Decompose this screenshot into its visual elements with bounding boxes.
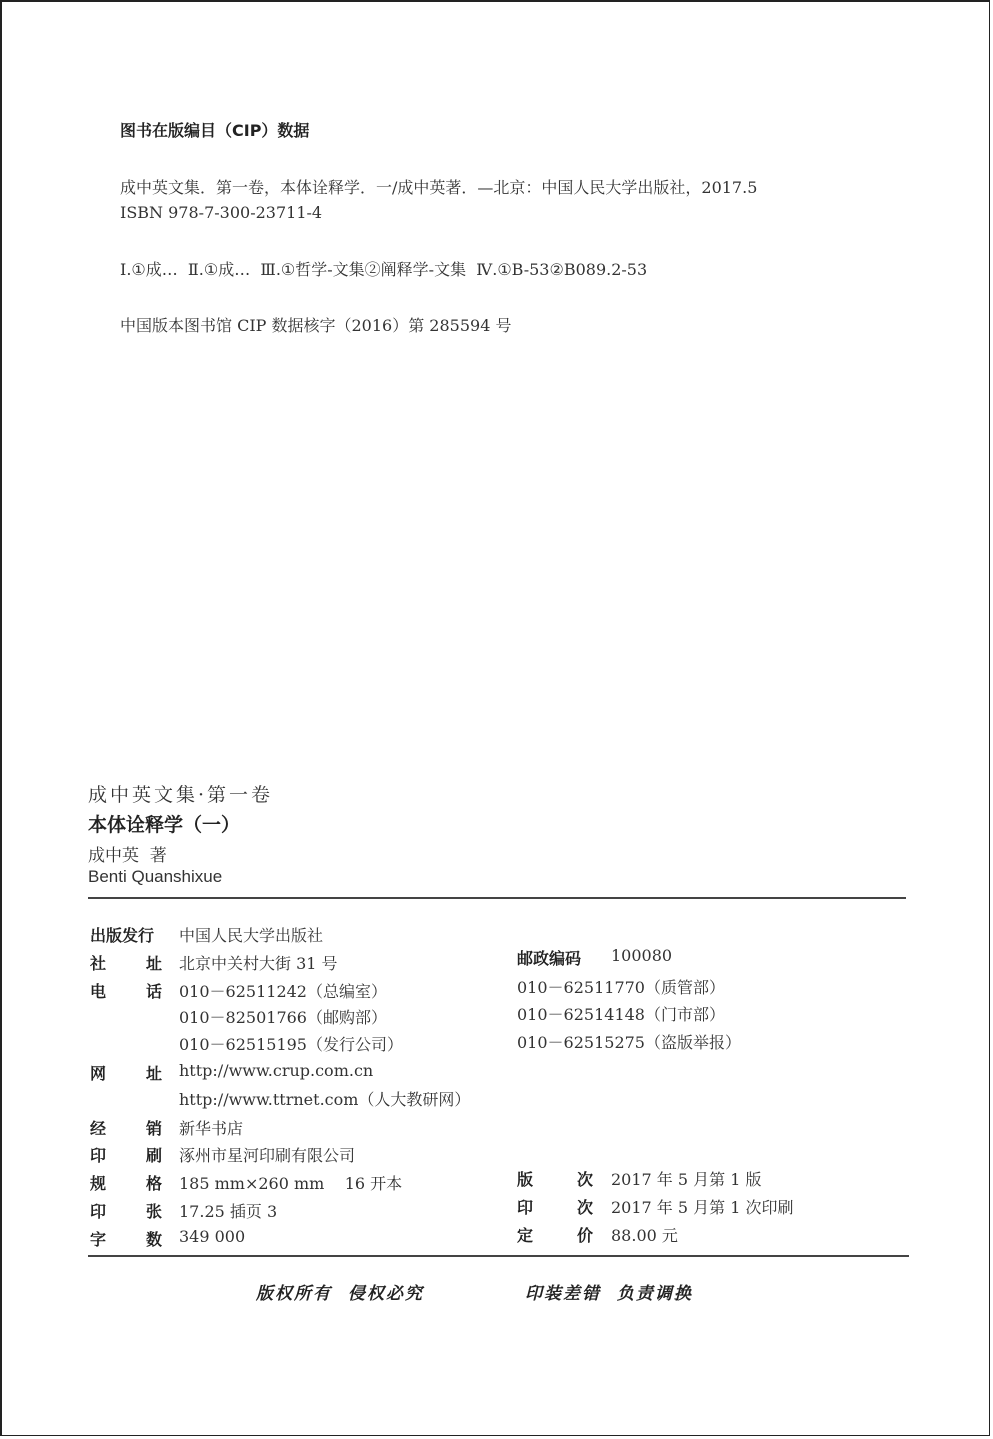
website-label: 网 址 — [90, 1064, 162, 1083]
publisher-label: 出版发行 — [90, 926, 155, 945]
phone-value: 010－62515275（盗版举报） — [517, 1033, 741, 1052]
series-title: 成中英文集·第一卷 — [88, 784, 274, 806]
sheets-value: 17.25 插页 3 — [179, 1202, 278, 1221]
cip-classification: Ⅰ.①成… Ⅱ.①成… Ⅲ.①哲学-文集②阐释学-文集 Ⅳ.①B-53②B089.2-53 — [120, 260, 648, 279]
phone-value: 010－82501766（邮购部） — [179, 1008, 387, 1027]
printer-value: 涿州市星河印刷有限公司 — [179, 1146, 356, 1165]
publisher-value: 中国人民大学出版社 — [179, 926, 324, 945]
pinyin-title: Benti Quanshixue — [88, 867, 223, 886]
postcode-value: 100080 — [611, 946, 673, 965]
phone-value: 010－62514148（门市部） — [517, 1005, 725, 1024]
phone-value: 010－62515195（发行公司） — [179, 1035, 403, 1054]
edition-value: 2017 年 5 月第 1 版 — [611, 1170, 762, 1189]
word-count-label: 字 数 — [90, 1230, 162, 1249]
distributor-label: 经 销 — [90, 1119, 162, 1138]
spec-value: 185 mm×260 mm 16 开本 — [179, 1174, 403, 1193]
cip-record-number: 中国版本图书馆 CIP 数据核字（2016）第 285594 号 — [120, 316, 512, 335]
word-count-value: 349 000 — [179, 1227, 246, 1246]
book-title: 本体诠释学（一） — [88, 814, 241, 836]
printer-label: 印 刷 — [90, 1146, 162, 1165]
author-line: 成中英 著 — [88, 846, 167, 866]
phone-value: 010－62511770（质管部） — [517, 978, 725, 997]
printing-value: 2017 年 5 月第 1 次印刷 — [611, 1198, 794, 1217]
cip-isbn: ISBN 978-7-300-23711-4 — [120, 203, 323, 222]
price-label: 定 价 — [517, 1226, 593, 1245]
top-divider — [88, 897, 906, 899]
spec-label: 规 格 — [90, 1174, 162, 1193]
edition-label: 版 次 — [517, 1170, 593, 1189]
copyright-slogan: 版权所有 侵权必究 — [256, 1284, 424, 1304]
address-label: 社 址 — [90, 954, 162, 973]
cip-heading: 图书在版编目（CIP）数据 — [120, 121, 310, 140]
price-value: 88.00 元 — [611, 1226, 678, 1245]
website-link[interactable]: http://www.ttrnet.com（人大教研网） — [179, 1090, 471, 1109]
postcode-label: 邮政编码 — [517, 949, 582, 968]
phone-label: 电 话 — [90, 982, 162, 1001]
bottom-divider — [88, 1255, 909, 1257]
print-defect-slogan: 印装差错 负责调换 — [525, 1284, 693, 1304]
printing-label: 印 次 — [517, 1198, 593, 1217]
phone-value: 010－62511242（总编室） — [179, 982, 387, 1001]
cip-citation: 成中英文集．第一卷，本体诠释学．一/成中英著．—北京：中国人民大学出版社，2017.5 — [120, 178, 758, 197]
sheets-label: 印 张 — [90, 1202, 162, 1221]
website-link[interactable]: http://www.crup.com.cn — [179, 1061, 374, 1080]
address-value: 北京中关村大街 31 号 — [179, 954, 338, 973]
distributor-value: 新华书店 — [179, 1119, 244, 1138]
